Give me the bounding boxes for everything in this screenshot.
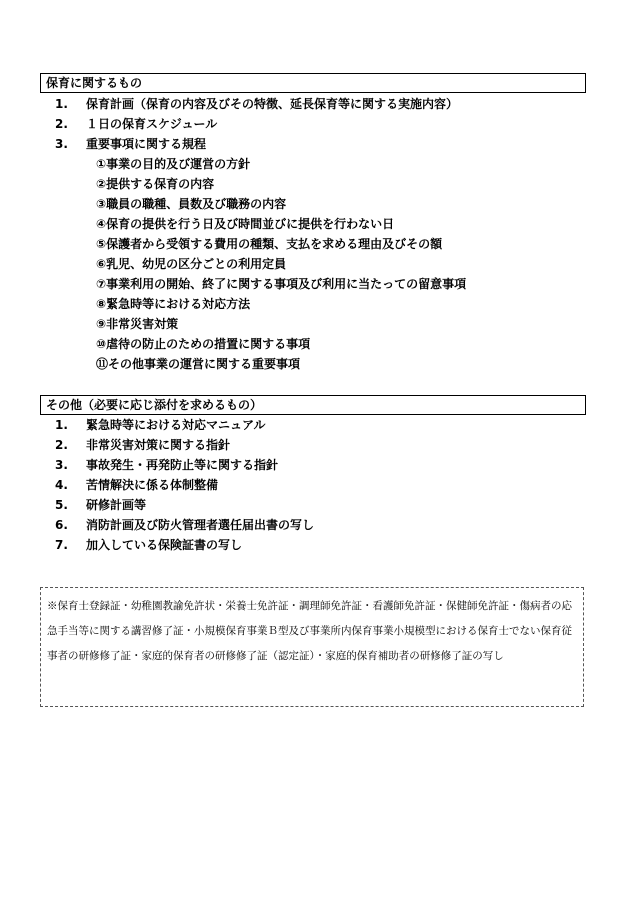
- sub-list-item: ⑦事業利用の開始、終了に関する事項及び利用に当たっての留意事項: [96, 277, 467, 291]
- section-header-childcare: 保育に関するもの: [40, 73, 586, 93]
- item-text: 苦情解決に係る体制整備: [86, 478, 219, 492]
- note-text: ※保育士登録証・幼稚園教諭免許状・栄養士免許証・調理師免許証・看護師免許証・保健師免許証・傷病者の応急手当等に関する講習修了証・小規模保育事業Ｂ型及び事業所内保育事業小規模型における保育士でない保育従事者の研修修了証・家庭的保育者の研修修了証（認定証）・家庭的保育補助者の研修修了証の写し: [47, 600, 572, 662]
- item-number: 2.: [55, 117, 68, 131]
- item-number: 5.: [55, 498, 68, 512]
- item-number: 4.: [55, 478, 68, 492]
- item-text: 消防計画及び防火管理者選任届出書の写し: [86, 518, 315, 532]
- sub-list-item: ⑥乳児、幼児の区分ごとの利用定員: [96, 257, 287, 271]
- sub-list-item: ⑤保護者から受領する費用の種類、支払を求める理由及びその額: [96, 237, 443, 251]
- sub-list-item: ⑩虐待の防止のための措置に関する事項: [96, 337, 311, 351]
- sub-list-item: ⑨非常災害対策: [96, 317, 179, 331]
- sub-list-item: ③職員の職種、員数及び職務の内容: [96, 197, 287, 211]
- item-text: 保育計画（保育の内容及びその特徴、延長保育等に関する実施内容）: [86, 97, 459, 111]
- sub-list-item: ④保育の提供を行う日及び時間並びに提供を行わない日: [96, 217, 395, 231]
- sub-list-item: ①事業の目的及び運営の方針: [96, 157, 251, 171]
- item-text: １日の保育スケジュール: [86, 117, 218, 131]
- item-number: 3.: [55, 458, 68, 472]
- sub-list-item: ⑪その他事業の運営に関する重要事項: [96, 357, 301, 371]
- item-number: 2.: [55, 438, 68, 452]
- item-text: 重要事項に関する規程: [86, 137, 207, 151]
- section-header-other: その他（必要に応じ添付を求めるもの）: [40, 395, 586, 415]
- item-text: 事故発生・再発防止等に関する指針: [86, 458, 279, 472]
- item-number: 7.: [55, 538, 68, 552]
- item-number: 1.: [55, 418, 68, 432]
- note-box: [40, 587, 584, 707]
- item-text: 加入している保険証書の写し: [86, 538, 243, 552]
- item-number: 6.: [55, 518, 68, 532]
- item-text: 非常災害対策に関する指針: [86, 438, 231, 452]
- sub-list-item: ⑧緊急時等における対応方法: [96, 297, 251, 311]
- item-text: 研修計画等: [86, 498, 147, 512]
- sub-list-item: ②提供する保育の内容: [96, 177, 215, 191]
- item-number: 1.: [55, 97, 68, 111]
- item-number: 3.: [55, 137, 68, 151]
- item-text: 緊急時等における対応マニュアル: [86, 418, 266, 432]
